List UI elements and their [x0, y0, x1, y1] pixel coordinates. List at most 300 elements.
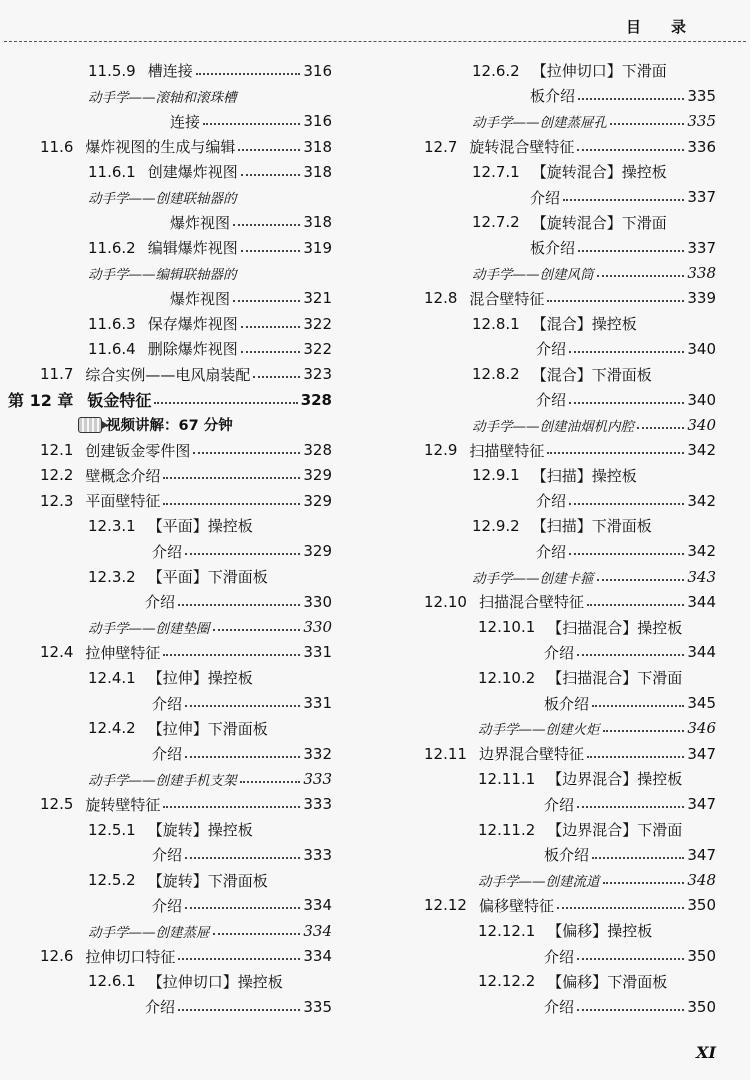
dot-leader — [196, 73, 301, 75]
entry-number: 第 12 章 — [8, 391, 74, 410]
entry-page: 328 — [300, 390, 332, 409]
toc-entry — [0, 311, 332, 336]
toc-entry — [0, 260, 332, 285]
entry-title: 介绍 — [536, 391, 567, 409]
entry-title: 连接 — [170, 112, 201, 131]
entry-page: 347 — [687, 744, 716, 763]
toc-right-column — [420, 58, 716, 1019]
entry-title: 介绍 — [145, 593, 176, 612]
toc-entry — [0, 994, 332, 1019]
entry-title: 【混合】操控板 — [531, 315, 637, 334]
entry-title: 动手学——创建垫圈 — [88, 621, 210, 638]
entry-title: 动手学——创建流道 — [478, 874, 600, 891]
toc-entry — [420, 766, 716, 791]
entry-title: 【扫描混合】下滑面 — [547, 669, 683, 688]
entry-page: 344 — [687, 643, 716, 662]
entry-page: 342 — [687, 441, 716, 460]
entry-page: 344 — [687, 592, 716, 611]
entry-title: 【偏移】下滑面板 — [547, 972, 668, 991]
dot-leader — [233, 224, 300, 226]
entry-page: 348 — [687, 871, 716, 890]
entry-number: 12.5.1 — [88, 820, 136, 839]
dot-leader — [569, 503, 684, 505]
entry-page: 318 — [303, 213, 332, 232]
entry-title: 综合实例——电风扇装配 — [85, 365, 251, 384]
toc-entry — [0, 134, 332, 159]
entry-title: 动手学——创建卡箍 — [472, 570, 594, 587]
toc-entry — [0, 842, 332, 867]
entry-title: 【拉伸】下滑面板 — [147, 719, 268, 738]
entry-number: 12.6.1 — [88, 972, 136, 991]
dot-leader — [233, 300, 300, 302]
entry-number: 12.9.2 — [472, 516, 520, 535]
entry-page: 322 — [303, 339, 332, 358]
dot-leader — [193, 452, 300, 454]
dot-leader — [603, 882, 685, 884]
toc-entry — [420, 387, 716, 412]
entry-page: 335 — [687, 86, 716, 105]
entry-number: 12.8.1 — [472, 314, 520, 333]
entry-number: 12.10 — [424, 592, 467, 611]
entry-title: 创建钣金零件图 — [85, 441, 191, 460]
toc-entry — [420, 437, 716, 462]
entry-title: 【旋转】下滑面板 — [147, 871, 268, 890]
entry-page: 330 — [303, 618, 332, 637]
entry-page: 332 — [303, 744, 332, 763]
dot-leader — [587, 756, 684, 758]
entry-number: 12.4 — [40, 643, 74, 662]
entry-number: 12.10.2 — [478, 668, 536, 687]
entry-page: 347 — [687, 845, 716, 864]
dot-leader — [241, 250, 301, 252]
dot-leader — [178, 958, 300, 960]
dot-leader — [238, 149, 300, 151]
toc-entry — [0, 488, 332, 513]
entry-title: 板介绍 — [544, 846, 590, 865]
entry-page: 334 — [303, 921, 332, 940]
entry-title: 介绍 — [152, 542, 183, 561]
entry-number: 11.6.4 — [88, 339, 136, 358]
entry-page: 347 — [687, 795, 716, 814]
toc-entry — [0, 437, 332, 462]
dot-leader — [569, 553, 684, 555]
entry-title: 【边界混合】下滑面 — [547, 821, 683, 840]
entry-number: 12.3.1 — [88, 516, 136, 535]
entry-number: 12.7.1 — [472, 162, 520, 181]
toc-entry — [0, 184, 332, 209]
video-lecture-note — [0, 412, 332, 437]
toc-entry — [420, 134, 716, 159]
entry-page: 328 — [303, 441, 332, 460]
dot-leader — [241, 174, 301, 176]
entry-page: 316 — [303, 61, 332, 80]
entry-number: 12.6.2 — [472, 61, 520, 80]
entry-number: 11.6.2 — [88, 238, 136, 257]
entry-title: 旋转壁特征 — [85, 795, 161, 814]
entry-title: 【旋转混合】操控板 — [531, 163, 667, 182]
toc-entry — [0, 893, 332, 918]
dot-leader — [587, 604, 684, 606]
toc-entry — [0, 58, 332, 83]
entry-number: 12.11.1 — [478, 769, 536, 788]
header-title: 目录 — [625, 18, 716, 36]
entry-title: 介绍 — [536, 542, 567, 561]
entry-title: 动手学——创建火炬 — [478, 722, 600, 739]
entry-number: 11.7 — [40, 365, 74, 384]
entry-title: 动手学——滚轴和滚珠槽 — [88, 89, 237, 106]
dot-leader — [610, 123, 684, 125]
entry-title: 【平面】操控板 — [147, 517, 253, 536]
entry-page: 331 — [303, 694, 332, 713]
entry-title: 【拉伸切口】操控板 — [147, 972, 283, 991]
dot-leader — [163, 654, 300, 656]
entry-title: 旋转混合壁特征 — [469, 138, 575, 157]
entry-page: 319 — [303, 238, 332, 257]
entry-page: 338 — [687, 264, 716, 283]
entry-number: 12.2 — [40, 466, 74, 485]
dot-leader — [563, 199, 684, 201]
toc-entry — [420, 589, 716, 614]
dot-leader — [253, 376, 300, 378]
entry-title: 【拉伸】操控板 — [147, 669, 253, 688]
toc-entry — [0, 362, 332, 387]
entry-title: 【边界混合】操控板 — [547, 770, 683, 789]
dot-leader — [597, 579, 685, 581]
dot-leader — [637, 427, 684, 429]
entry-title: 动手学——编辑联轴器的 — [88, 267, 237, 284]
entry-title: 介绍 — [152, 896, 183, 915]
entry-title: 介绍 — [544, 643, 575, 662]
dot-leader — [592, 857, 684, 859]
toc-entry — [0, 235, 332, 260]
entry-title: 爆炸视图 — [170, 289, 231, 308]
toc-entry — [0, 690, 332, 715]
entry-title: 创建爆炸视图 — [147, 163, 238, 182]
toc-entry — [0, 336, 332, 361]
entry-title: 【平面】下滑面板 — [147, 568, 268, 587]
dot-leader — [185, 756, 300, 758]
toc-entry — [420, 994, 716, 1019]
toc-entry — [420, 665, 716, 690]
toc-entry — [0, 109, 332, 134]
entry-number: 12.4.1 — [88, 668, 136, 687]
toc-entry — [420, 564, 716, 589]
toc-entry — [420, 943, 716, 968]
toc-entry — [0, 817, 332, 842]
entry-number: 12.12.1 — [478, 921, 536, 940]
entry-number: 12.11.2 — [478, 820, 536, 839]
entry-title: 【拉伸切口】下滑面 — [531, 62, 667, 81]
entry-title: 槽连接 — [147, 62, 193, 81]
toc-entry — [420, 83, 716, 108]
entry-page: 337 — [687, 188, 716, 207]
toc-entry — [0, 463, 332, 488]
toc-entry — [420, 210, 716, 235]
entry-title: 拉伸切口特征 — [85, 947, 176, 966]
entry-number: 12.12 — [424, 896, 467, 915]
entry-title: 介绍 — [544, 947, 575, 966]
entry-page: 336 — [687, 137, 716, 156]
toc-entry — [0, 387, 332, 412]
toc-entry — [0, 589, 332, 614]
entry-page: 339 — [687, 289, 716, 308]
entry-page: 335 — [687, 112, 716, 131]
toc-entry — [0, 539, 332, 564]
toc-entry — [420, 184, 716, 209]
toc-entry — [0, 766, 332, 791]
toc-entry — [420, 969, 716, 994]
entry-number: 12.12.2 — [478, 972, 536, 991]
entry-page: 334 — [303, 896, 332, 915]
entry-title: 介绍 — [152, 846, 183, 865]
video-camera-icon — [78, 417, 102, 433]
entry-page: 333 — [303, 845, 332, 864]
entry-page: 337 — [687, 238, 716, 257]
entry-page: 333 — [303, 769, 332, 788]
toc-entry — [0, 564, 332, 589]
toc-entry — [420, 690, 716, 715]
toc-entry — [420, 463, 716, 488]
toc-entry — [0, 159, 332, 184]
entry-title: 边界混合壁特征 — [478, 745, 584, 764]
toc-entry — [420, 615, 716, 640]
dot-leader — [163, 477, 300, 479]
toc-entry — [0, 716, 332, 741]
toc-entry — [420, 868, 716, 893]
toc-entry — [420, 918, 716, 943]
toc-entry — [420, 640, 716, 665]
entry-title: 介绍 — [152, 694, 183, 713]
entry-title: 钣金特征 — [87, 391, 152, 410]
entry-title: 扫描壁特征 — [469, 441, 545, 460]
entry-number: 12.8 — [424, 289, 458, 308]
entry-page: 323 — [303, 365, 332, 384]
dot-leader — [577, 958, 684, 960]
entry-title: 扫描混合壁特征 — [478, 593, 584, 612]
page-number: XI — [696, 1043, 716, 1062]
entry-title: 介绍 — [152, 745, 183, 764]
entry-title: 板介绍 — [544, 694, 590, 713]
entry-title: 爆炸视图 — [170, 213, 231, 232]
toc-entry — [420, 260, 716, 285]
entry-title: 介绍 — [536, 340, 567, 359]
toc-entry — [0, 640, 332, 665]
entry-page: 329 — [303, 466, 332, 485]
entry-page: 316 — [303, 112, 332, 131]
entry-page: 350 — [687, 997, 716, 1016]
dot-leader — [241, 351, 301, 353]
video-lecture-label: 视频讲解：67 分钟 — [106, 418, 233, 435]
page-header — [0, 0, 750, 45]
entry-number: 12.4.2 — [88, 719, 136, 738]
entry-page: 340 — [687, 390, 716, 409]
entry-page: 340 — [687, 339, 716, 358]
entry-number: 11.6.1 — [88, 162, 136, 181]
entry-title: 壁概念介绍 — [85, 466, 161, 485]
dot-leader — [592, 705, 684, 707]
entry-number: 12.9 — [424, 441, 458, 460]
toc-entry — [420, 336, 716, 361]
toc-entry — [0, 792, 332, 817]
toc-entry — [0, 918, 332, 943]
dot-leader — [557, 907, 684, 909]
entry-page: 331 — [303, 643, 332, 662]
entry-title: 动手学——创建风筒 — [472, 267, 594, 284]
dot-leader — [603, 730, 685, 732]
entry-title: 介绍 — [536, 492, 567, 511]
entry-title: 爆炸视图的生成与编辑 — [85, 138, 236, 157]
dot-leader — [577, 806, 684, 808]
dot-leader — [154, 402, 297, 404]
entry-title: 【混合】下滑面板 — [531, 365, 652, 384]
entry-number: 12.3.2 — [88, 567, 136, 586]
entry-title: 介绍 — [530, 188, 561, 207]
entry-title: 【旋转】操控板 — [147, 821, 253, 840]
entry-number: 12.7.2 — [472, 213, 520, 232]
entry-title: 动手学——创建蒸屉 — [88, 924, 210, 941]
entry-number: 12.11 — [424, 744, 467, 763]
dot-leader — [577, 1009, 684, 1011]
toc-entry — [420, 412, 716, 437]
entry-page: 340 — [687, 415, 716, 434]
entry-page: 318 — [303, 137, 332, 156]
toc-entry — [420, 109, 716, 134]
toc-entry — [420, 311, 716, 336]
entry-title: 【旋转混合】下滑面 — [531, 213, 667, 232]
toc-entry — [420, 513, 716, 538]
dot-leader — [178, 604, 300, 606]
toc-entry — [0, 943, 332, 968]
toc-left-column — [0, 58, 332, 1019]
toc-entry — [0, 286, 332, 311]
entry-number: 12.10.1 — [478, 618, 536, 637]
dot-leader — [569, 402, 684, 404]
dot-leader — [597, 275, 685, 277]
toc-entry — [0, 83, 332, 108]
entry-number: 12.9.1 — [472, 466, 520, 485]
entry-title: 动手学——创建手机支架 — [88, 772, 237, 789]
dot-leader — [185, 553, 300, 555]
dot-leader — [577, 654, 684, 656]
toc-entry — [420, 893, 716, 918]
toc-entry — [420, 539, 716, 564]
entry-title: 混合壁特征 — [469, 289, 545, 308]
entry-number: 12.5 — [40, 795, 74, 814]
entry-title: 平面壁特征 — [85, 492, 161, 511]
dot-leader — [569, 351, 684, 353]
entry-number: 12.3 — [40, 491, 74, 510]
entry-title: 介绍 — [145, 998, 176, 1017]
dot-leader — [185, 907, 300, 909]
entry-title: 【扫描】下滑面板 — [531, 517, 652, 536]
entry-title: 删除爆炸视图 — [147, 340, 238, 359]
entry-title: 偏移壁特征 — [478, 896, 554, 915]
entry-title: 板介绍 — [530, 87, 576, 106]
entry-page: 318 — [303, 162, 332, 181]
dot-leader — [578, 98, 684, 100]
toc-entry — [420, 235, 716, 260]
entry-page: 334 — [303, 947, 332, 966]
entry-number: 12.8.2 — [472, 365, 520, 384]
entry-number: 11.5.9 — [88, 61, 136, 80]
toc-entry — [0, 868, 332, 893]
toc-entry — [420, 741, 716, 766]
entry-title: 介绍 — [544, 795, 575, 814]
toc-entry — [0, 513, 332, 538]
toc-entry — [420, 792, 716, 817]
toc-entry — [420, 488, 716, 513]
entry-page: 345 — [687, 694, 716, 713]
entry-page: 335 — [303, 997, 332, 1016]
dot-leader — [547, 300, 684, 302]
toc-entry — [0, 665, 332, 690]
dot-leader — [577, 149, 684, 151]
dot-leader — [240, 781, 301, 783]
entry-page: 342 — [687, 542, 716, 561]
entry-number: 12.1 — [40, 441, 74, 460]
dot-leader — [163, 806, 300, 808]
entry-title: 动手学——创建油烟机内腔 — [472, 418, 634, 435]
dot-leader — [203, 123, 300, 125]
entry-number: 11.6 — [40, 137, 74, 156]
toc-entry — [0, 741, 332, 766]
dot-leader — [241, 326, 301, 328]
entry-number: 12.6 — [40, 947, 74, 966]
header-divider — [4, 41, 746, 42]
entry-title: 编辑爆炸视图 — [147, 239, 238, 258]
entry-title: 板介绍 — [530, 239, 576, 258]
toc-entry — [0, 210, 332, 235]
toc-entry — [420, 716, 716, 741]
toc-entry — [420, 817, 716, 842]
dot-leader — [213, 933, 301, 935]
entry-page: 350 — [687, 947, 716, 966]
entry-title: 动手学——创建联轴器的 — [88, 191, 237, 208]
entry-number: 12.5.2 — [88, 871, 136, 890]
entry-page: 343 — [687, 567, 716, 586]
dot-leader — [163, 503, 300, 505]
entry-title: 动手学——创建蒸屉孔 — [472, 115, 607, 132]
dot-leader — [185, 857, 300, 859]
toc-entry — [420, 58, 716, 83]
toc-entry — [420, 842, 716, 867]
dot-leader — [213, 629, 301, 631]
dot-leader — [547, 452, 684, 454]
entry-page: 329 — [303, 542, 332, 561]
entry-number: 12.7 — [424, 137, 458, 156]
dot-leader — [178, 1009, 300, 1011]
entry-title: 【扫描混合】操控板 — [547, 618, 683, 637]
entry-page: 322 — [303, 314, 332, 333]
entry-title: 【偏移】操控板 — [547, 922, 653, 941]
toc-entry — [420, 159, 716, 184]
entry-title: 保存爆炸视图 — [147, 315, 238, 334]
entry-title: 拉伸壁特征 — [85, 643, 161, 662]
dot-leader — [578, 250, 684, 252]
entry-page: 321 — [303, 289, 332, 308]
entry-page: 329 — [303, 491, 332, 510]
entry-page: 350 — [687, 896, 716, 915]
toc-entry — [420, 286, 716, 311]
entry-page: 333 — [303, 795, 332, 814]
entry-title: 【扫描】操控板 — [531, 466, 637, 485]
entry-title: 介绍 — [544, 998, 575, 1017]
toc-entry — [420, 362, 716, 387]
dot-leader — [185, 705, 300, 707]
entry-page: 330 — [303, 592, 332, 611]
toc-entry — [0, 969, 332, 994]
entry-page: 342 — [687, 491, 716, 510]
